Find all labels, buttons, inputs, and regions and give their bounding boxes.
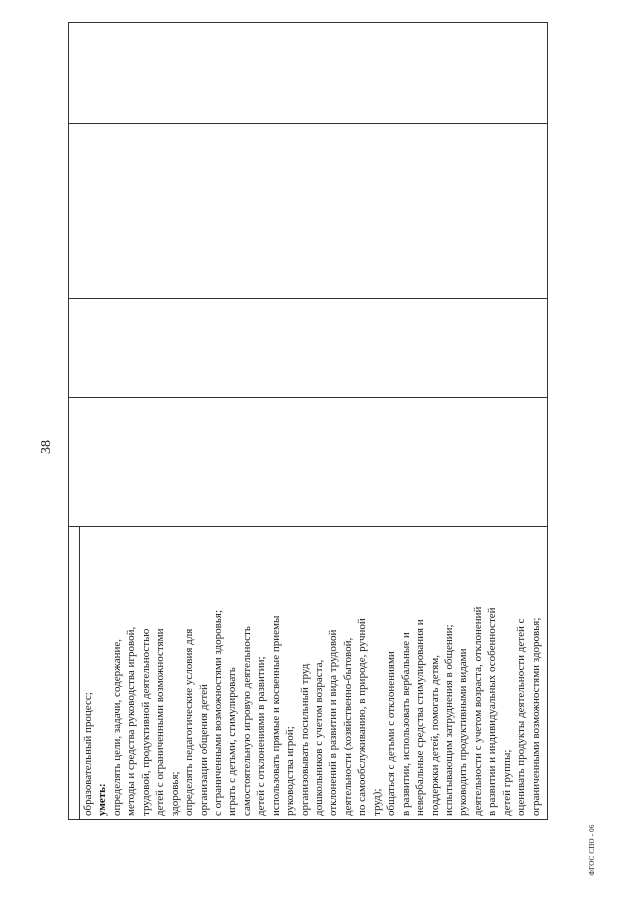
table-cell-2 <box>69 398 548 527</box>
competency-table <box>68 22 548 820</box>
text-line: по самообслуживанию, в природе, ручной <box>356 618 369 816</box>
text-line: самостоятельную игровую деятельность <box>240 626 253 816</box>
text-line: детей группы; <box>500 749 513 816</box>
table-cell-5 <box>69 23 548 124</box>
text-line: руководить продуктивными видами <box>457 648 470 816</box>
text-line: отклонений в развитии и вида трудовой <box>327 629 340 816</box>
text-line: организовывать посильный труд <box>298 663 311 816</box>
text-line: методы и средства руководства игровой, <box>125 626 138 816</box>
strip-cell-1 <box>69 527 80 820</box>
text-line: образовательный процесс; <box>82 692 94 816</box>
text-line: невербальные средства стимулирования и <box>414 619 427 816</box>
text-line: в развитии, использовать вербальные и <box>399 632 412 816</box>
text-line: трудовой, продуктивной деятельностью <box>139 628 152 816</box>
text-line: деятельности (хозяйственно-бытовой, <box>341 637 354 816</box>
text-line: детей с ограниченными возможностями <box>154 628 167 816</box>
text-line: здоровья; <box>168 771 181 816</box>
text-line: оценивать продукты деятельности детей с <box>515 618 528 816</box>
text-line: уметь: <box>96 783 109 816</box>
text-line: деятельности с учетом возраста, отклонений <box>471 606 484 816</box>
text-line: руководства игрой; <box>284 726 297 816</box>
text-line: определять педагогические условия для <box>183 628 196 816</box>
rotated-table-frame <box>68 28 548 820</box>
text-line: определять цели, задачи, содержание, <box>110 639 123 816</box>
footer-code: ФГОС СПО - 06 <box>588 824 596 876</box>
text-line: в развитии и индивидуальных особенностей <box>486 607 499 816</box>
table-cell-3 <box>69 299 548 398</box>
text-line: с ограниченными возможностями здоровья; <box>211 609 224 816</box>
text-line: организации общения детей <box>197 684 210 816</box>
text-line: играть с детьми, стимулировать <box>226 667 239 816</box>
text-line: труд); <box>370 788 383 816</box>
text-line: детей с отклонениями в развитии; <box>255 656 268 816</box>
text-line: общаться с детьми с отклонениями <box>385 651 398 816</box>
table-cell-4 <box>69 124 548 299</box>
text-line: поддержки детей, помогать детям, <box>428 654 441 816</box>
table-top-strip <box>69 23 80 820</box>
text-line: использовать прямые и косвенные приемы <box>269 615 282 816</box>
text-line: испытывающим затруднения в общении; <box>442 624 455 816</box>
text-line: дошкольников с учетом возраста, <box>313 659 325 816</box>
text-line: ограниченными возможностями здоровья; <box>529 617 542 816</box>
page-number: 38 <box>39 440 54 454</box>
cell-text-block <box>80 527 543 819</box>
table-cell-1 <box>80 527 548 820</box>
